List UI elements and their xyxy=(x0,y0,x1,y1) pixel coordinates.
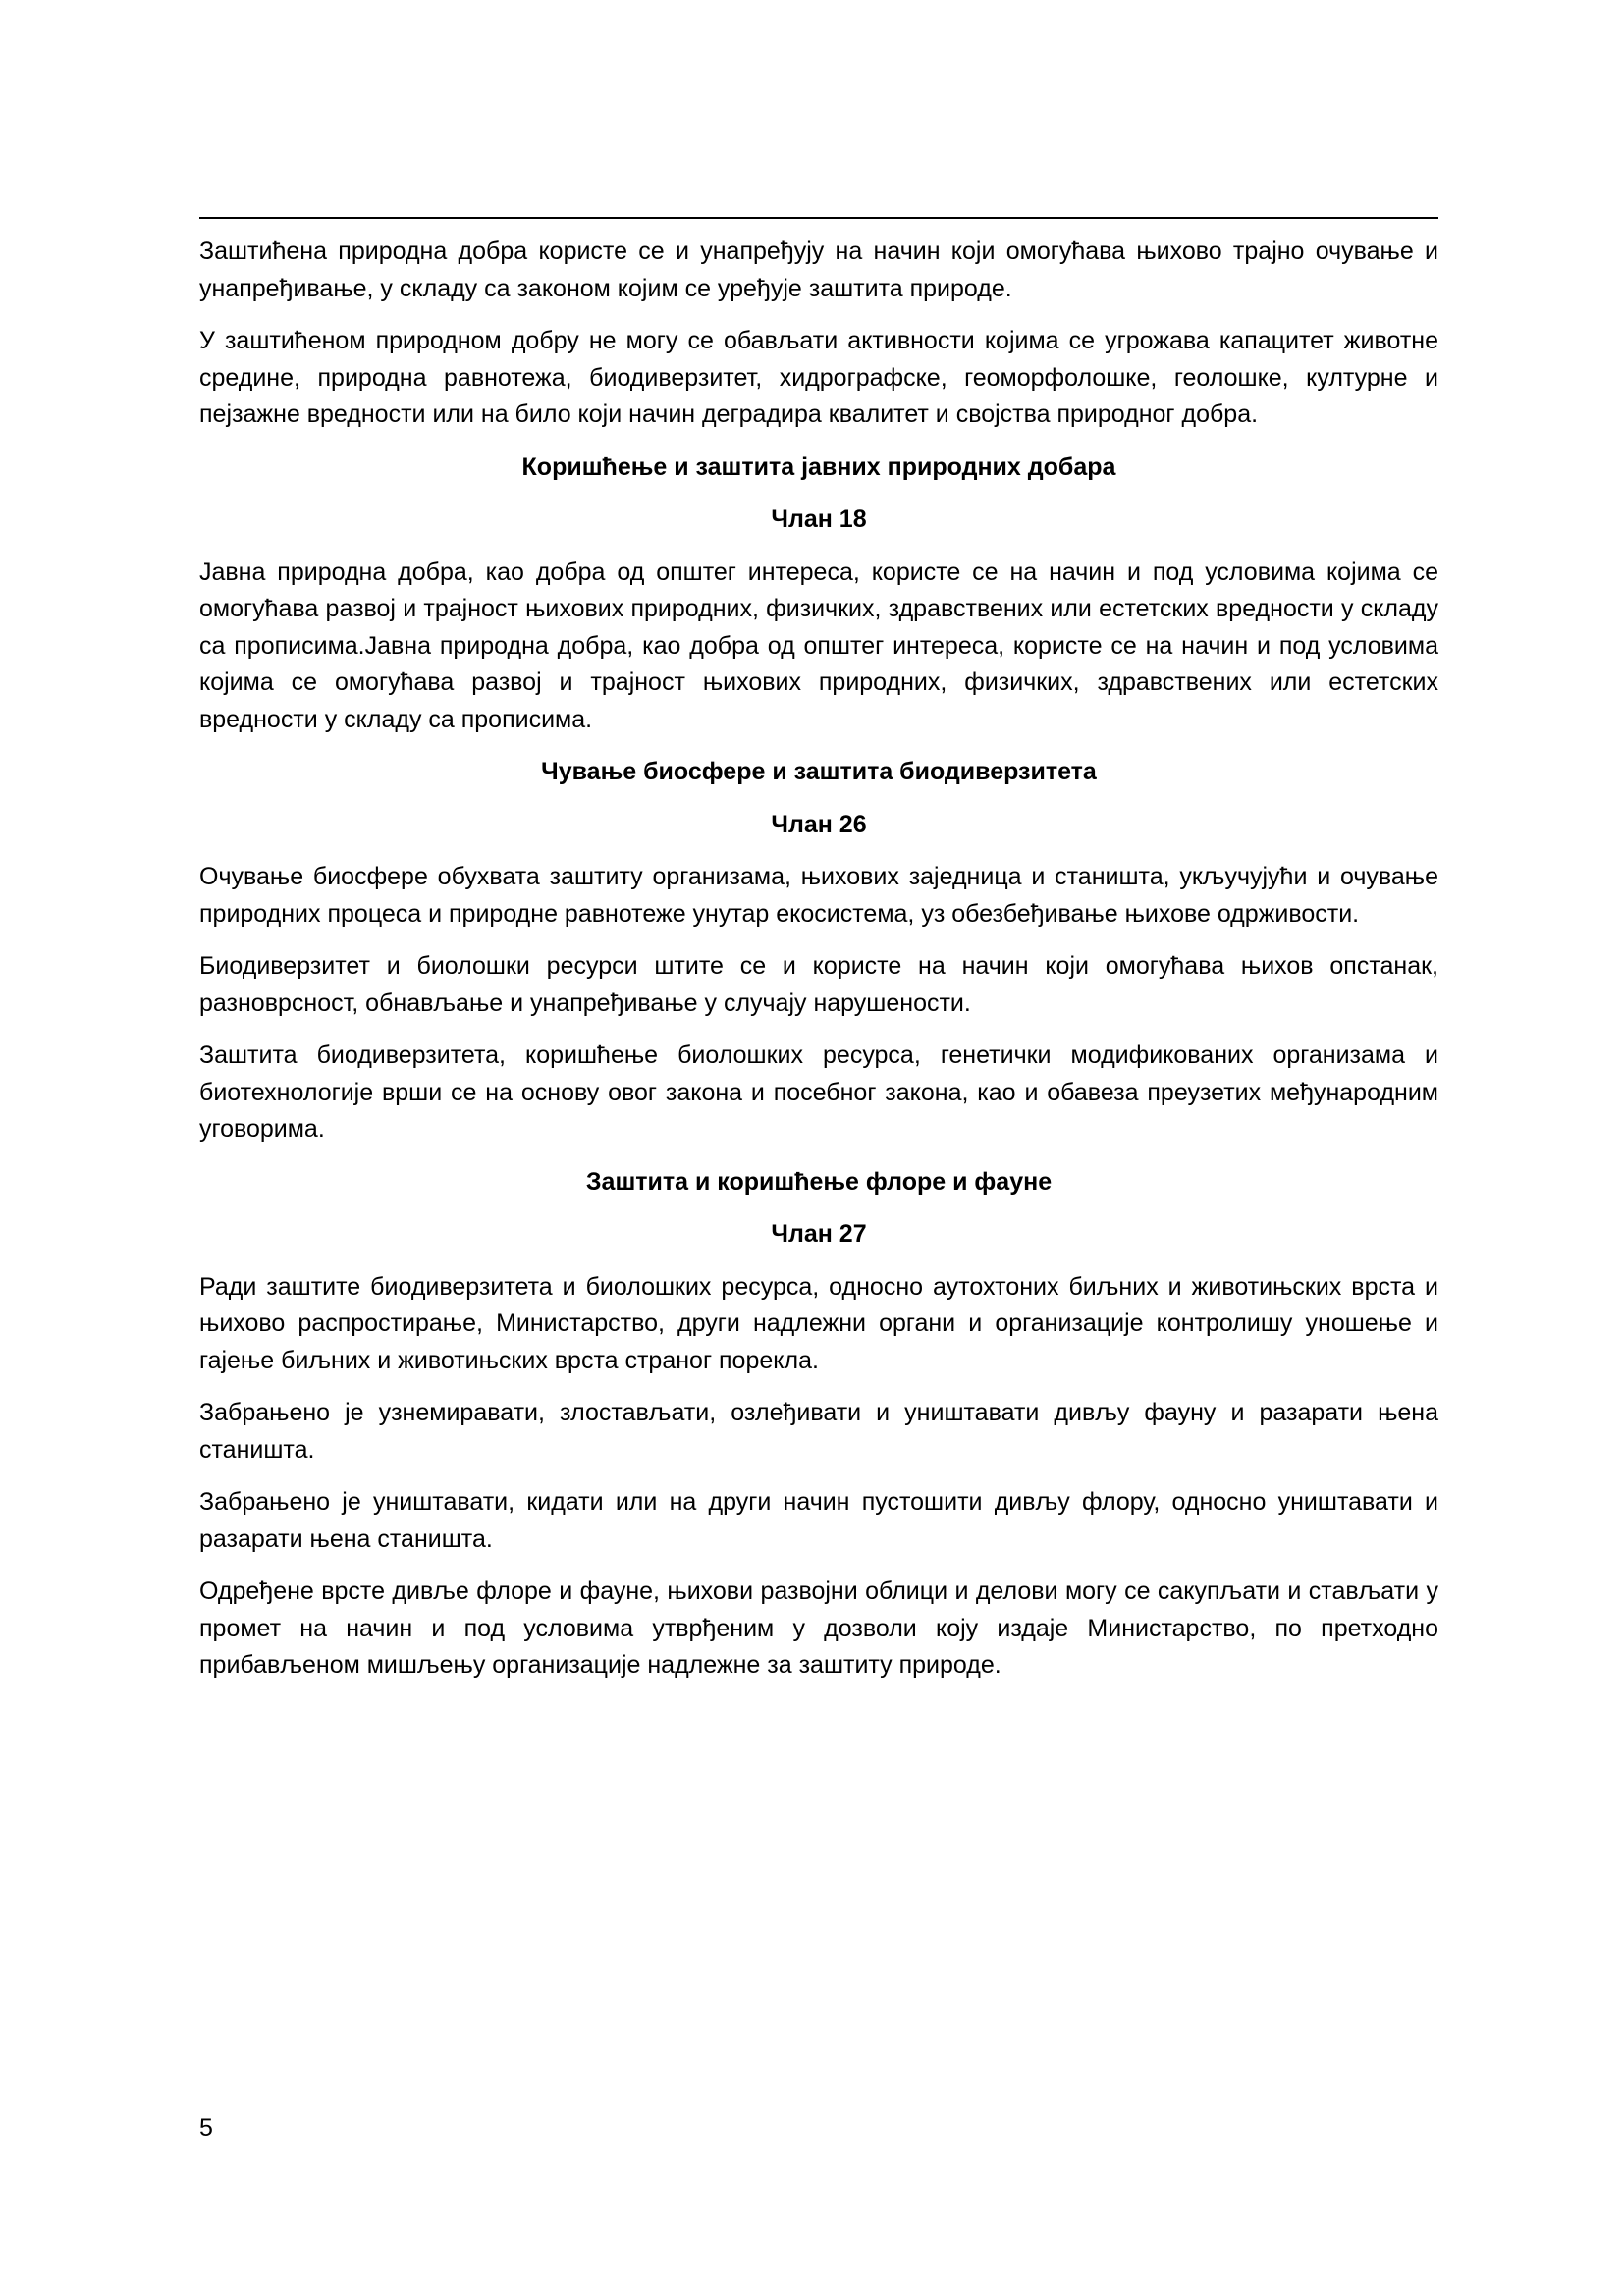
paragraph: Заштита биодиверзитета, коришћење биолошких ресурса, генетички модификованих организама и биотехнологије врши се на основу овог закона и посебног закона, као и обавеза преузетих међународним уговорима. xyxy=(199,1041,1438,1143)
paragraph: Одређене врсте дивље флоре и фауне, њихови развојни облици и делови могу се сакупљати и стављати у промет на начин и под условима утврђеним у дозволи коју издаје Министарство, по претходно прибављеном мишљењу организације надлежне за заштиту природе. xyxy=(199,1577,1438,1679)
paragraph: Очување биосфере обухвата заштиту организама, њихових заједница и станишта, укључујући и очување природних процеса и природне равнотеже унутар екосистема, уз обезбеђивање њихове одрживости. xyxy=(199,863,1438,928)
paragraph: Ради заштите биодиверзитета и биолошких ресурса, односно аутохтоних биљних и животињских врста и њихово распростирање, Министарство, други надлежни органи и организације контролишу уношење и гајење биљних и животињских врста страног порекла. xyxy=(199,1272,1438,1374)
paragraph: Јавна природна добра, као добра од општег интереса, користе се на начин и под условима којима се омогућава развој и трајност њихових природних, физичких, здравствених или естетских вредности у складу са прописима.Јавна природна добра, као добра од општег интереса, користе се на начин и под условима којима се омогућава развој и трајност њихових природних, физичких, здравствених или естетских вредности у складу са прописима. xyxy=(199,558,1438,733)
article-number: Члан 26 xyxy=(771,810,867,838)
section-heading: Заштита и коришћење флоре и фауне xyxy=(585,1167,1053,1196)
paragraph: Биодиверзитет и биолошки ресурси штите се и користе на начин који омогућава њихов опстанак, разноврсност, обнављање и унапређивање у случају нарушености. xyxy=(199,952,1438,1017)
paragraph: Заштићена природна добра користе се и унапређују на начин који омогућава њихово трајно очување и унапређивање, у складу са законом којим се уређује заштита природе. xyxy=(199,238,1438,302)
document-body xyxy=(199,234,1438,1700)
section-heading: Чување биосфере и заштита биодиверзитета xyxy=(541,758,1097,785)
paragraph: Забрањено је узнемиравати, злостављати, озлеђивати и уништавати дивљу фауну и разарати њена станишта. xyxy=(199,1399,1438,1464)
paragraph: У заштићеном природном добру не могу се обављати активности којима се угрожава капацитет животне средине, природна равнотежа, биодиверзитет, хидрографске, геоморфолошке, геолошке, културне и пејзажне вредности или на било који начин деградира квалитет и својства природног добра. xyxy=(199,327,1438,428)
header-rule xyxy=(199,217,1438,219)
article-number: Члан 18 xyxy=(771,506,867,533)
section-heading: Коришћење и заштита јавних природних добара xyxy=(521,453,1116,481)
article-number: Члан 27 xyxy=(771,1220,867,1248)
page-number: 5 xyxy=(199,2114,213,2142)
paragraph: Забрањено је уништавати, кидати или на други начин пустошити дивљу флору, односно уништавати и разарати њена станишта. xyxy=(199,1488,1438,1553)
